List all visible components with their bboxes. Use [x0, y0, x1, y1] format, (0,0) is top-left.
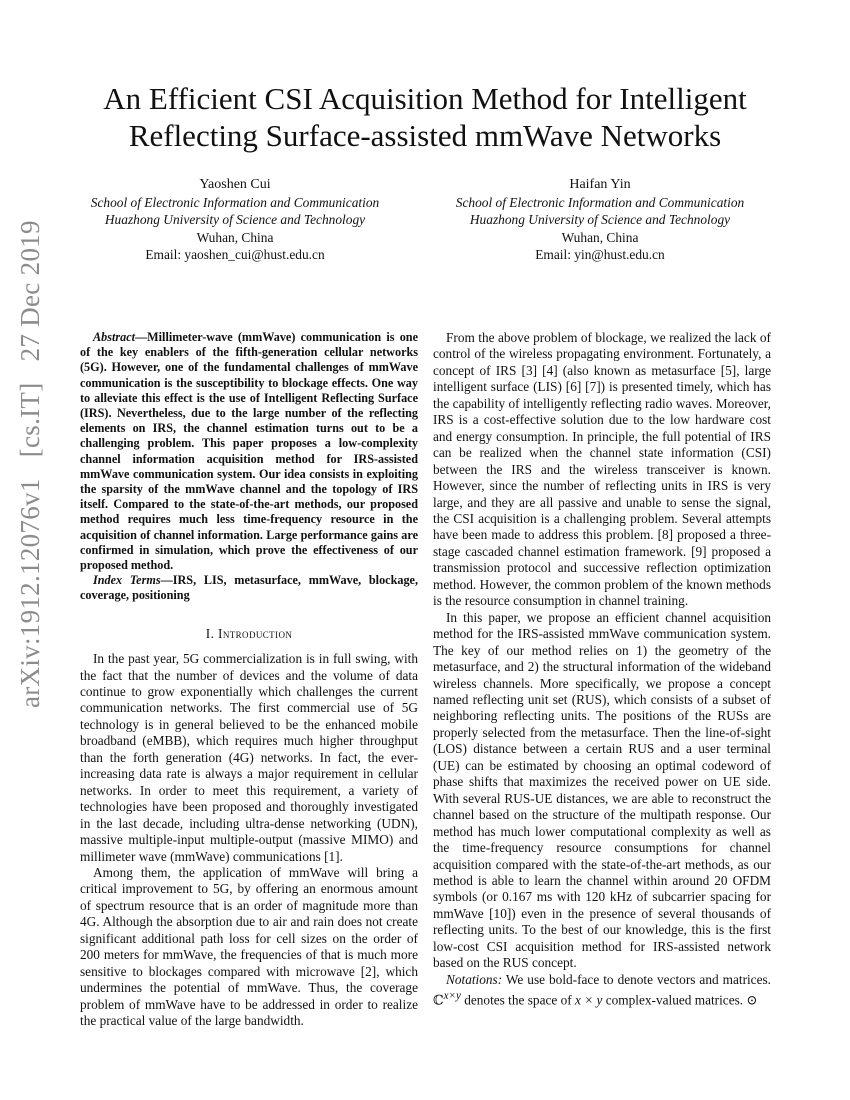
math-superscript: x×y	[443, 990, 461, 1003]
right-column	[433, 330, 771, 1009]
author-email: Email: yaoshen_cui@hust.edu.cn	[145, 247, 325, 262]
left-column	[80, 330, 418, 1030]
body-paragraph: From the above problem of blockage, we realized the lack of control of the wireless propagating environment. Fortunately, a concept of IRS [3] [4] (also known as metasurface [5], large intelligent surface (LIS) [6] [7]) is presented timely, which has the capability of intelligently reflecting radio waves. Moreover, IRS is a cost-effective solution due to the low hardware cost and energy consumption. In principle, the full potential of IRS can be realized when the channel state information (CSI) between the IRS and the wireless transceiver is known. However, since the number of reflecting units in IRS is very large, and they are all passive and unable to sense the signal, the CSI acquisition is a challenging problem. Several attempts have been made to address this problem. [8] proposed a three-stage cascaded channel estimation framework. [9] proposed a transmission protocol and successive reflection optimization method. However, the common problem of the known methods is the resource consumption in channel training.	[433, 330, 771, 609]
arxiv-stamp	[15, 206, 46, 708]
author-location: Wuhan, China	[561, 229, 639, 245]
arxiv-category: [cs.IT]	[15, 382, 45, 458]
abstract-label: Abstract	[93, 330, 135, 344]
author-affiliation-dept: School of Electronic Information and Communication	[455, 194, 745, 210]
body-paragraph: In the past year, 5G commercialization is in full swing, with the fact that the number of devices and the volume of data continue to grow exponentially which challenges the current communication networks. The first commercial use of 5G technology is in general believed to be the enhanced mobile broadband (eMBB), which requires much higher throughput than the forth generation (4G) networks. In fact, the ever-increasing data rate is always a major requirement in cellular networks. In order to meet this requirement, a variety of technologies have been proposed and thoroughly investigated in the last decade, including ultra-dense networking (UDN), massive multiple-input multiple-output (massive MIMO) and millimeter wave (mmWave) communications [1].	[80, 651, 418, 864]
notations-text-1: We use bold-face to denote vectors and matrices.	[502, 971, 771, 987]
author-block-2	[435, 176, 765, 264]
notations-paragraph	[433, 972, 771, 1009]
math-expression: x × y	[575, 992, 603, 1008]
title-line-2: Reflecting Surface-assisted mmWave Networks	[128, 118, 722, 153]
math-complex-symbol: ℂ	[433, 992, 444, 1008]
author-affiliation-dept: School of Electronic Information and Communication	[90, 194, 380, 210]
body-paragraph: Among them, the application of mmWave will bring a critical improvement to 5G, by offering an enormous amount of spectrum resource that is an order of magnitude more than 4G. Although the absorption due to air and rain does not create significant additional path loss for cell sizes on the order of 200 meters for mmWave, the frequencies of that is much more sensitive to blockages compared with microwave [2], which undermines the potential of mmWave. Thus, the coverage problem of mmWave have to be addressed in order to realize the practical value of the large bandwidth.	[80, 865, 418, 1029]
title-line-1: An Efficient CSI Acquisition Method for Intelligent	[103, 81, 747, 116]
paper-title	[40, 80, 810, 154]
notations-text-2: denotes the space of	[460, 992, 575, 1008]
section-heading-introduction: I. Introduction	[205, 625, 293, 641]
arxiv-id: arXiv:1912.12076v1	[15, 478, 45, 708]
index-terms-paragraph	[80, 573, 418, 603]
index-terms-label: Index Terms	[93, 573, 161, 588]
author-affiliation-univ: Huazhong University of Science and Technology	[104, 212, 366, 227]
index-terms-text: —IRS, LIS, metasurface, mmWave, blockage, coverage, positioning	[80, 573, 418, 603]
arxiv-date: 27 Dec 2019	[15, 220, 45, 362]
notations-label: Notations:	[446, 971, 503, 987]
author-name: Haifan Yin	[569, 177, 631, 192]
abstract-text: —Millimeter-wave (mmWave) communication is one of the key enablers of the fifth-generation cellular networks (5G). However, one of the fundamental challenges of mmWave communication is the susceptibility to blockage effects. One way to alleviate this effect is the use of Intelligent Reflecting Surface (IRS). Nevertheless, due to the large number of the reflecting elements on IRS, the channel estimation turns out to be a challenging problem. This paper proposes a low-complexity channel information acquisition method for IRS-assisted mmWave communication system. Our idea consists in exploiting the sparsity of the mmWave channel and the topology of IRS itself. Compared to the state-of-the-art methods, our proposed method requires much less time-frequency resource in the acquisition of channel information. Large performance gains are confirmed in simulation, which prove the effectiveness of our proposed method.	[80, 330, 418, 573]
author-block-1	[70, 176, 400, 264]
author-affiliation-univ: Huazhong University of Science and Technology	[469, 212, 731, 227]
author-email: Email: yin@hust.edu.cn	[535, 247, 665, 262]
author-location: Wuhan, China	[196, 229, 274, 245]
notations-text-3: complex-valued matrices. ⊙	[602, 992, 758, 1008]
body-paragraph: In this paper, we propose an efficient channel acquisition method for the IRS-assisted mmWave communication system. The key of our method relies on 1) the geometry of the metasurface, and 2) the structural information of the wideband wireless channels. More specifically, we propose a concept named reflecting unit set (RUS), which consists of a subset of neighboring reflecting units. The positions of the RUSs are properly selected from the metasurface. Then the line-of-sight (LOS) distance between a certain RUS and a user terminal (UE) can be estimated by choosing an optimal codeword of phase shifts that maximizes the received power on UE side. With several RUS-UE distances, we are able to reconstruct the channel based on the structure of the multipath response. Our method has much lower computational complexity as well as the time-frequency resource consumptions for channel acquisition compared with the state-of-the-art methods, as our method is able to learn the channel within around 20 OFDM symbols (or 0.167 ms with 120 kHz of subcarrier spacing for mmWave [10]) even in the presence of several thousands of reflecting units. To the best of our knowledge, this is the first low-cost CSI acquisition method for IRS-assisted network based on the RUS concept.	[433, 609, 771, 971]
abstract-section	[80, 330, 418, 604]
abstract-paragraph	[80, 330, 418, 573]
author-name: Yaoshen Cui	[199, 177, 271, 192]
